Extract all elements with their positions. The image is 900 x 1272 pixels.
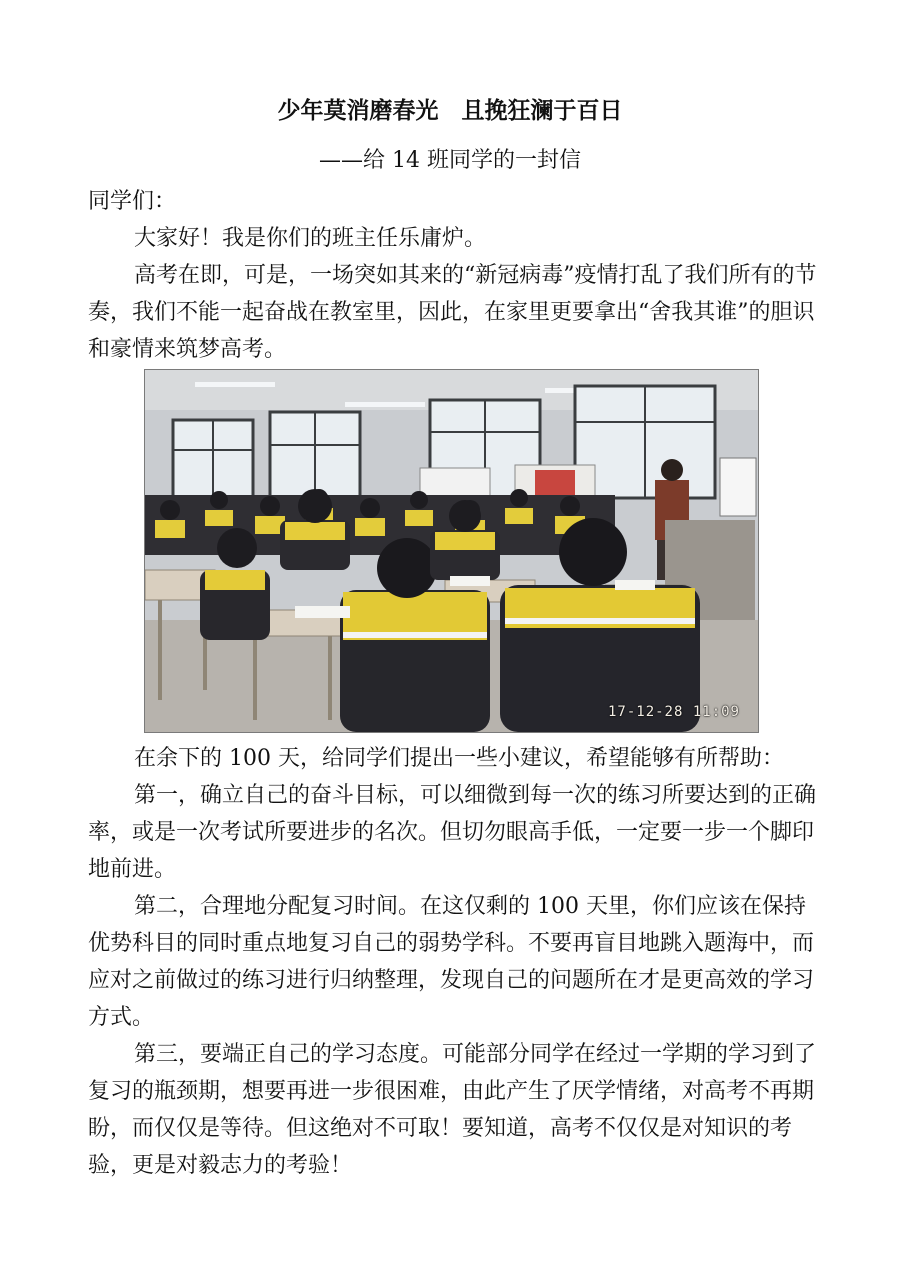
advice-section (88, 740, 818, 1184)
salutation: 同学们： (88, 189, 177, 214)
intro-paragraph: 高考在即，可是，一场突如其来的“新冠病毒”疫情打乱了我们所有的节奏，我们不能一起奋战在教室里，因此，在家里更要拿出“舍我其谁”的胆识和豪情来筑梦高考。 (88, 263, 817, 362)
letter-subtitle: ——给 14 班同学的一封信 (319, 148, 581, 173)
advice-intro: 在余下的 100 天，给同学们提出一些小建议，希望能够有所帮助： (134, 746, 784, 771)
advice-third: 第三，要端正自己的学习态度。可能部分同学在经过一学期的学习到了复习的瓶颈期，想要再进一步很困难，由此产生了厌学情绪，对高考不再期盼，而仅仅是等待。但这绝对不可取！要知道，高考不仅仅是对知识的考验，更是对毅志力的考验！ (88, 1042, 817, 1178)
intro-section (88, 220, 818, 368)
classroom-photo-illustration (145, 370, 758, 732)
photo-timestamp: 17-12-28 11:09 (607, 704, 740, 720)
intro-greeting: 大家好！我是你们的班主任乐庸炉。 (134, 226, 487, 251)
classroom-photo (144, 369, 759, 733)
advice-first: 第一，确立自己的奋斗目标，可以细微到每一次的练习所要达到的正确率，或是一次考试所要进步的名次。但切勿眼高手低，一定要一步一个脚印地前进。 (88, 783, 817, 882)
letter-title: 少年莫消磨春光 且挽狂澜于百日 (277, 98, 623, 124)
advice-second: 第二，合理地分配复习时间。在这仅剩的 100 天里，你们应该在保持优势科目的同时重点地复习自己的弱势学科。不要再盲目地跳入题海中，而应对之前做过的练习进行归纳整理，发现自己的问题所在才是更高效的学习方式。 (88, 894, 815, 1030)
